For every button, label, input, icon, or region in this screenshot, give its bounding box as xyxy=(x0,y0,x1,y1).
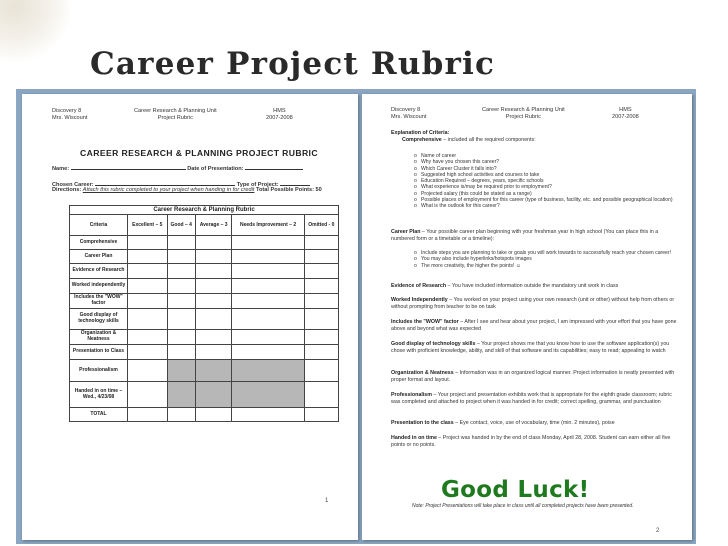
criteria-cell: Presentation to Class xyxy=(70,345,128,360)
table-row xyxy=(70,236,339,250)
comprehensive-label: Comprehensive xyxy=(402,137,442,143)
list-item: o Why have you chosen this career? xyxy=(414,159,500,166)
organization-text: – Information was in an organized logical manner. Project information is neatly presented with proper format and layout. xyxy=(391,370,675,383)
tech-text: – Your project shows me that you know how to use the software application(s) you chose with proficient knowledge, ability, and skill of that software and its capabilities; easy to read; appealing to watch xyxy=(391,341,670,354)
header-center xyxy=(482,107,565,121)
wow-label: Includes the "WOW" factor xyxy=(391,319,459,325)
column-header: Criteria xyxy=(70,215,128,236)
criteria-cell: Good display of technology skills xyxy=(70,309,128,330)
table-header-row xyxy=(70,215,339,236)
bullet-text: What experience is/may be required prior to employment? xyxy=(421,184,552,191)
handed-in-text: – Project was handed in by the end of class Monday, April 28, 2008. Student can earn either all five points or no points. xyxy=(391,435,671,448)
bullet-text: Projected salary (this could be stated as a range) xyxy=(421,190,532,197)
header-year: 2007-2008 xyxy=(612,114,639,120)
table-row xyxy=(70,279,339,294)
table-caption: Career Research & Planning Rubric xyxy=(70,206,339,215)
header-teacher: Mrs. Wiscount xyxy=(52,115,88,121)
header-center xyxy=(134,108,217,122)
date-line xyxy=(245,164,303,170)
name-label: Name: xyxy=(52,166,70,172)
career-label: Chosen Career: xyxy=(52,182,94,188)
list-item: o What is the outlook for this career? xyxy=(414,203,500,210)
table-row xyxy=(70,330,339,345)
type-label: Type of Project: xyxy=(236,182,279,188)
worked-text: – You worked on your project using your own research (unit or other) without help from others or without prompting from teacher to be on task xyxy=(391,297,675,310)
table-row xyxy=(70,408,339,422)
bullet-text: Which Career Cluster it falls into? xyxy=(421,165,497,172)
table-row xyxy=(70,345,339,360)
comprehensive-section xyxy=(402,137,692,144)
explanation-label: Explanation of Criteria: xyxy=(391,130,450,136)
list-item: o Projected salary (this could be stated as a range) xyxy=(414,190,532,197)
handed-in-section xyxy=(391,435,681,449)
career-plan-text: – Your possible career plan beginning with your freshman year in high school (You can place this in a numbered form or a timetable or a timeline): xyxy=(391,229,659,242)
wow-text: – After I see and hear about your project, I am impressed with your effort that you have gone above and beyond what was expected xyxy=(391,319,677,332)
organization-section xyxy=(391,370,681,384)
career-plan-label: Career Plan xyxy=(391,229,421,235)
column-header: Good – 4 xyxy=(167,215,195,236)
criteria-cell: Includes the "WOW" factor xyxy=(70,294,128,309)
criteria-cell: Professionalism xyxy=(70,360,128,382)
good-luck-text: Good Luck! xyxy=(441,477,590,503)
header-doc: Project Rubric xyxy=(157,115,193,121)
professionalism-section xyxy=(391,392,681,406)
career-plan-bullets xyxy=(414,250,676,269)
total-points: Total Possible Points: 50 xyxy=(255,187,322,193)
date-label: Date of Presentation: xyxy=(187,166,244,172)
professionalism-text: – Your project and presentation exhibits work that is appropriate for the eighth grade classroom; rubric was completed and attached to project when it was handed in for credit; correct spelling, grammar, and punctuation xyxy=(391,392,672,405)
list-item: o Include steps you are planning to take or goals you will work towards to successfully reach your chosen career! xyxy=(414,250,672,256)
rubric-page-2 xyxy=(362,94,692,540)
header-right xyxy=(612,107,639,121)
list-item: o Education Required – degrees, years, specific schools xyxy=(414,178,544,185)
name-field xyxy=(52,164,303,172)
header-class: Discovery 8 xyxy=(391,107,421,113)
bullet-text: Include steps you are planning to take or goals you will work towards to successfully reach your chosen career! xyxy=(421,250,672,256)
list-item: o Which Career Cluster it falls into? xyxy=(414,165,497,172)
handed-in-label: Handed in on time xyxy=(391,435,437,441)
header-right xyxy=(266,108,293,122)
table-row xyxy=(70,250,339,264)
criteria-cell: Comprehensive xyxy=(70,236,128,250)
header-year: 2007-2008 xyxy=(266,115,293,121)
column-header: Needs Improvement – 2 xyxy=(232,215,304,236)
presentation-label: Presentation to the class xyxy=(391,420,454,426)
criteria-cell: TOTAL xyxy=(70,408,128,422)
presentation-note: Note: Project Presentations will take place in class until all completed projects have been presented. xyxy=(412,503,634,509)
directions-label: Directions: xyxy=(52,187,82,193)
criteria-cell: Handed in on time –Wed., 4/23/08 xyxy=(70,382,128,408)
comprehensive-text: – included all the required components: xyxy=(441,137,536,143)
evidence-text: – You have included information outside the mandatory unit work in class xyxy=(446,283,619,289)
header-left xyxy=(391,107,426,121)
tech-section xyxy=(391,341,681,355)
comprehensive-bullets xyxy=(414,153,676,210)
header-class: Discovery 8 xyxy=(52,108,82,114)
column-header: Excellent – 5 xyxy=(128,215,168,236)
header-left xyxy=(52,108,87,122)
page-number: 1 xyxy=(325,498,329,504)
presentation-section xyxy=(391,420,681,427)
criteria-cell: Organization & Neatness xyxy=(70,330,128,345)
name-line xyxy=(71,164,186,170)
explanation-heading xyxy=(391,130,681,137)
rubric-title: CAREER RESEARCH & PLANNING PROJECT RUBRIC xyxy=(80,148,318,158)
header-school: HMS xyxy=(273,108,286,114)
bullet-text: Why have you chosen this career? xyxy=(421,159,500,166)
organization-label: Organization & Neatness xyxy=(391,370,454,376)
column-header: Average – 3 xyxy=(195,215,232,236)
table-row xyxy=(70,309,339,330)
bullet-text: Education Required – degrees, years, specific schools xyxy=(421,178,544,185)
career-plan-section xyxy=(391,229,681,243)
list-item: o The more creativity, the higher the points! ☺ xyxy=(414,262,521,269)
professionalism-label: Professionalism xyxy=(391,392,432,398)
directions-field xyxy=(52,187,322,193)
type-line xyxy=(280,180,310,186)
bullet-text: You may also include hyperlinks/hotspots images xyxy=(421,256,532,263)
bullet-text: What is the outlook for this career? xyxy=(421,203,500,210)
table-row xyxy=(70,382,339,408)
header-teacher: Mrs. Wiscount xyxy=(391,114,427,120)
header-school: HMS xyxy=(619,107,632,113)
header-doc: Project Rubric xyxy=(505,114,541,120)
page-number: 2 xyxy=(656,528,660,534)
rubric-table xyxy=(69,205,339,422)
bullet-text: Possible places of employment for this career (type of business, facility, etc. and possible geographical location) xyxy=(421,197,673,204)
table-row xyxy=(70,360,339,382)
bullet-text: The more creativity, the higher the points! ☺ xyxy=(421,262,521,269)
career-line xyxy=(95,180,235,186)
evidence-section xyxy=(391,283,681,290)
worked-section xyxy=(391,297,681,311)
criteria-cell: Career Plan xyxy=(70,250,128,264)
slide-title: Career Project Rubric xyxy=(90,46,496,82)
table-row xyxy=(70,294,339,309)
worked-label: Worked Independently xyxy=(391,297,448,303)
header-unit: Career Research & Planning Unit xyxy=(482,107,565,113)
rubric-page-1 xyxy=(22,94,358,540)
column-header: Omitted - 0 xyxy=(304,215,338,236)
presentation-text: – Eye contact, voice, use of vocabulary, time (min. 2 minutes), poise xyxy=(453,420,615,426)
list-item: o Name of career xyxy=(414,153,457,159)
table-row xyxy=(70,264,339,279)
list-item: o What experience is/may be required prior to employment? xyxy=(414,184,552,191)
list-item: o Possible places of employment for this career (type of business, facility, etc. and possible geographical location) xyxy=(414,197,673,204)
corner-decoration xyxy=(0,0,70,60)
criteria-cell: Worked independently xyxy=(70,279,128,294)
criteria-cell: Evidence of Research xyxy=(70,264,128,279)
wow-section xyxy=(391,319,681,333)
list-item: o Suggested high school activities and courses to take xyxy=(414,171,540,178)
list-item: o You may also include hyperlinks/hotspots images xyxy=(414,256,532,263)
bullet-text: Name of career xyxy=(421,153,457,159)
bullet-text: Suggested high school activities and courses to take xyxy=(421,171,540,178)
tech-label: Good display of technology skills xyxy=(391,341,476,347)
header-unit: Career Research & Planning Unit xyxy=(134,108,217,114)
evidence-label: Evidence of Research xyxy=(391,283,447,289)
directions-text: Attach this rubric completed to your project when handing in for credit xyxy=(82,187,255,193)
